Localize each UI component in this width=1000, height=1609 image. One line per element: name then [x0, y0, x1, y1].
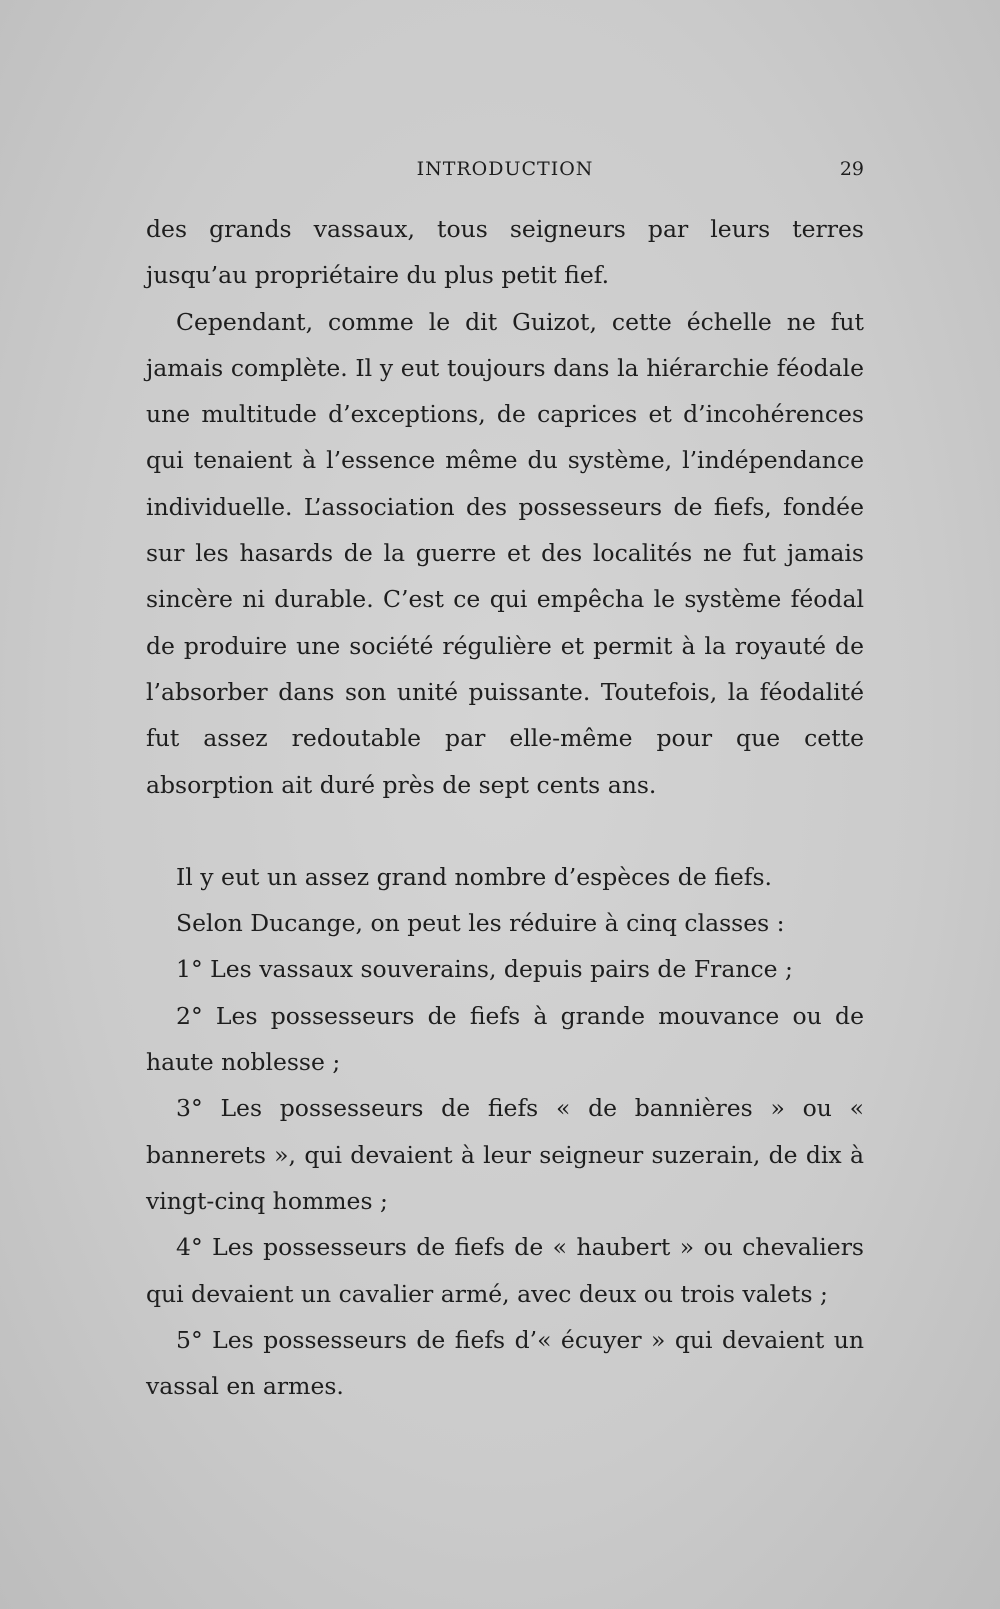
- list-item-class-1: 1° Les vassaux souverains, depuis pairs de France ;: [176, 955, 793, 984]
- paragraph-fief-kinds: Il y eut un assez grand nombre d’espèces de fiefs.: [176, 862, 773, 891]
- body-text: [146, 206, 864, 1409]
- running-title: INTRODUCTION: [416, 158, 594, 180]
- paragraph-guizot: Cependant, comme le dit Guizot, cette échelle ne fut jamais complète. Il y eut toujours dans la hiérarchie féodale une multitude d’exceptions, de caprices et d’incohérences qui tenaient à l’essence même du système, l’indépendance individuelle. L’association des possesseurs de fiefs, fondée sur les hasards de la guerre et des localités ne fut jamais sincère ni durable. C’est ce qui empêcha le système féodal de produire une société régulière et permit à la royauté de l’absorber dans son unité puissante. Toutefois, la féodalité fut assez redoutable par elle-même pour que cette absorption ait duré près de sept cents ans.: [146, 307, 864, 799]
- list-item-class-3: 3° Les possesseurs de fiefs « de bannières » ou « bannerets », qui devaient à leur seigneur suzerain, de dix à vingt-cinq hommes ;: [146, 1094, 864, 1215]
- list-item-class-5: 5° Les possesseurs de fiefs d’« écuyer » qui devaient un vassal en armes.: [146, 1325, 864, 1401]
- page-number: 29: [839, 158, 864, 180]
- list-item-class-4: 4° Les possesseurs de fiefs de « haubert » ou chevaliers qui devaient un cavalier armé, avec deux ou trois valets ;: [146, 1233, 864, 1308]
- list-item-class-2: 2° Les possesseurs de fiefs à grande mouvance ou de haute noblesse ;: [146, 1001, 864, 1077]
- paragraph-ducange: Selon Ducange, on peut les réduire à cinq classes :: [176, 909, 785, 938]
- running-head: [146, 158, 864, 188]
- paragraph-continuation: des grands vassaux, tous seigneurs par leurs terres jusqu’au propriétaire du plus petit fief.: [146, 215, 864, 290]
- section-gap: [146, 808, 864, 854]
